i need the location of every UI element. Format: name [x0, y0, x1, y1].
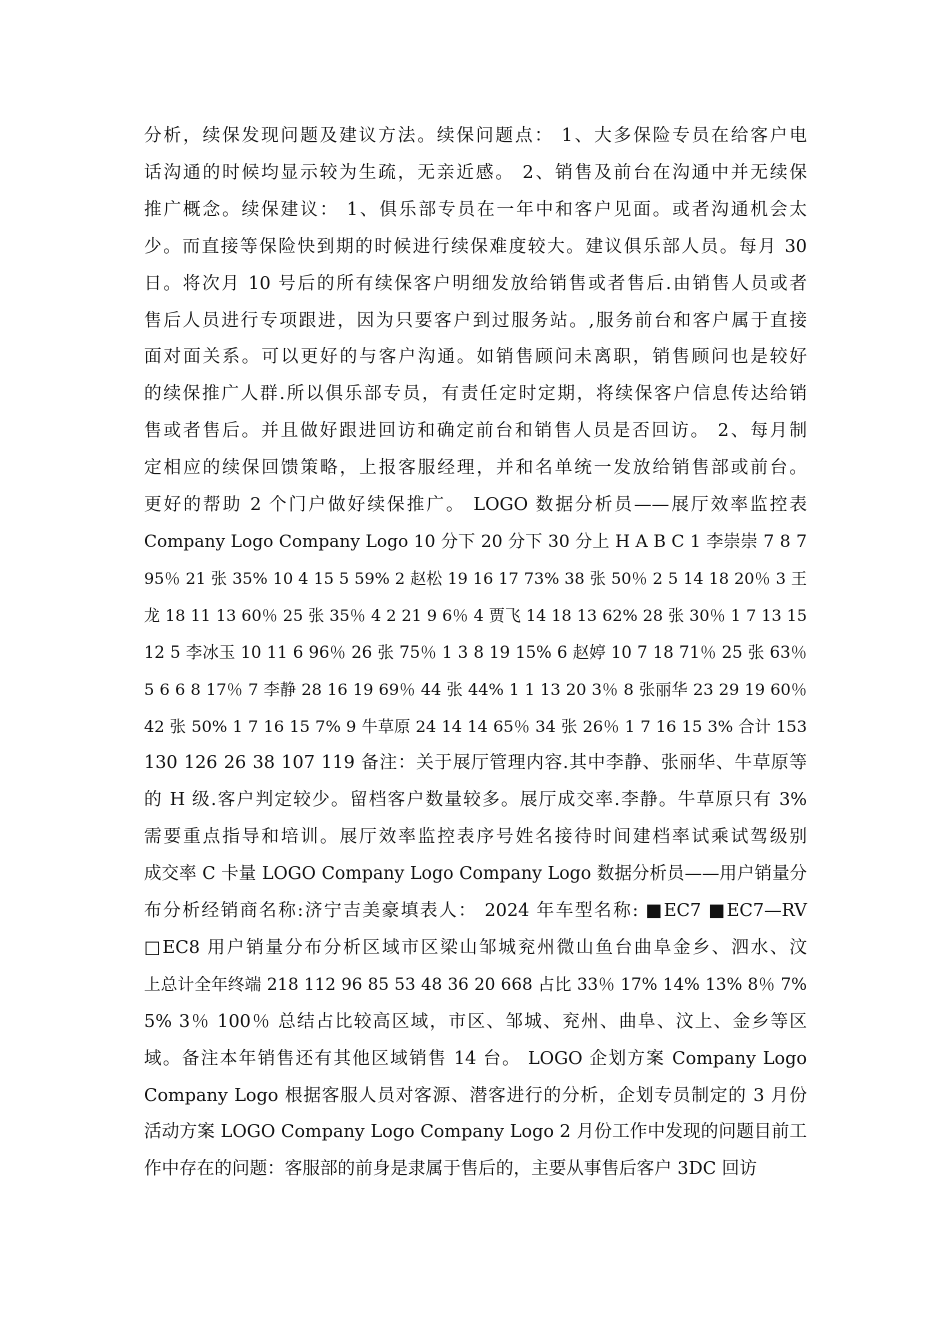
text-line: □EC8 用户销量分布分析区域市区梁山邹城兖州微山鱼台曲阜金乡、泗水、汶	[144, 937, 807, 958]
text-line: 定相应的续保回馈策略，上报客服经理，并和名单统一发放给销售部或前台。	[144, 458, 807, 479]
text-line: 5 6 6 8 17％ 7 李静 28 16 19 69％ 44 张 44% 1 1 13 20 3％ 8 张丽华 23 29 19 60％	[144, 679, 807, 699]
text-line: 5% 3％ 100％ 总结占比较高区域，市区、邹城、兖州、曲阜、汶上、金乡等区	[144, 1011, 807, 1032]
text-line: 域。备注本年销售还有其他区域销售 14 台。 LOGO 企划方案 Company Logo	[144, 1048, 807, 1069]
text-line: 售后人员进行专项跟进，因为只要客户到过服务站。,服务前台和客户属于直接	[144, 310, 807, 331]
text-line: 的续保推广人群.所以俱乐部专员，有责任定时定期，将续保客户信息传达给销	[144, 384, 807, 405]
text-line: 面对面关系。可以更好的与客户沟通。如销售顾问未离职，销售顾问也是较好	[144, 347, 807, 368]
text-line: Company Logo 根据客服人员对客源、潜客进行的分析，企划专员制定的 3 月份	[144, 1085, 807, 1106]
text-line: 话沟通的时候均显示较为生疏，无亲近感。 2、销售及前台在沟通中并无续保	[144, 162, 807, 183]
text-line: 12 5 李冰玉 10 11 6 96％ 26 张 75％ 1 3 8 19 15% 6 赵婷 10 7 18 71％ 25 张 63％	[144, 642, 807, 662]
text-line: 作中存在的问题：客服部的前身是隶属于售后的，主要从事售后客户 3DC 回访	[144, 1159, 757, 1180]
document-body	[144, 118, 807, 1188]
text-line: 上总计全年终端 218 112 96 85 53 48 36 20 668 占比 33％ 17% 14% 13% 8％ 7%	[144, 974, 807, 994]
text-line: 活动方案 LOGO Company Logo Company Logo 2 月份工作中发现的问题目前工	[144, 1122, 807, 1143]
text-line: 日。将次月 10 号后的所有续保客户明细发放给销售或者售后.由销售人员或者	[144, 273, 807, 294]
text-line: 更好的帮助 2 个门户做好续保推广。 LOGO 数据分析员——展厅效率监控表	[144, 495, 807, 516]
text-line: 售或者售后。并且做好跟进回访和确定前台和销售人员是否回访。 2、每月制	[144, 421, 807, 442]
text-line: 95％ 21 张 35% 10 4 15 5 59% 2 赵松 19 16 17 73% 38 张 50％ 2 5 14 18 20％ 3 王	[144, 568, 807, 588]
text-line: 需要重点指导和培训。展厅效率监控表序号姓名接待时间建档率试乘试驾级别	[144, 827, 807, 848]
text-line: 42 张 50% 1 7 16 15 7% 9 牛草原 24 14 14 65％ 34 张 26％ 1 7 16 15 3% 合计 153	[144, 716, 807, 736]
text-line: 龙 18 11 13 60％ 25 张 35％ 4 2 21 9 6％ 4 贾飞 14 18 13 62% 28 张 30％ 1 7 13 15	[144, 605, 807, 625]
text-line: 推广概念。续保建议： 1、俱乐部专员在一年中和客户见面。或者沟通机会太	[144, 199, 807, 220]
text-line: 的 H 级.客户判定较少。留档客户数量较多。展厅成交率.李静。牛草原只有 3%	[144, 790, 807, 811]
text-line: 少。而直接等保险快到期的时候进行续保难度较大。建议俱乐部人员。每月 30	[144, 236, 807, 257]
text-line: 分析，续保发现问题及建议方法。续保问题点： 1、大多保险专员在给客户电	[144, 126, 807, 146]
text-line: 布分析经销商名称:济宁吉美豪填表人： 2024 年车型名称: ■EC7 ■EC7—RV	[144, 901, 807, 922]
text-line: Company Logo Company Logo 10 分下 20 分下 30 分上 H A B C 1 李崇崇 7 8 7	[144, 531, 807, 552]
text-line: 成交率 C 卡量 LOGO Company Logo Company Logo 数据分析员——用户销量分	[144, 864, 807, 885]
text-line: 130 126 26 38 107 119 备注：关于展厅管理内容.其中李静、张丽华、牛草原等	[144, 753, 807, 774]
